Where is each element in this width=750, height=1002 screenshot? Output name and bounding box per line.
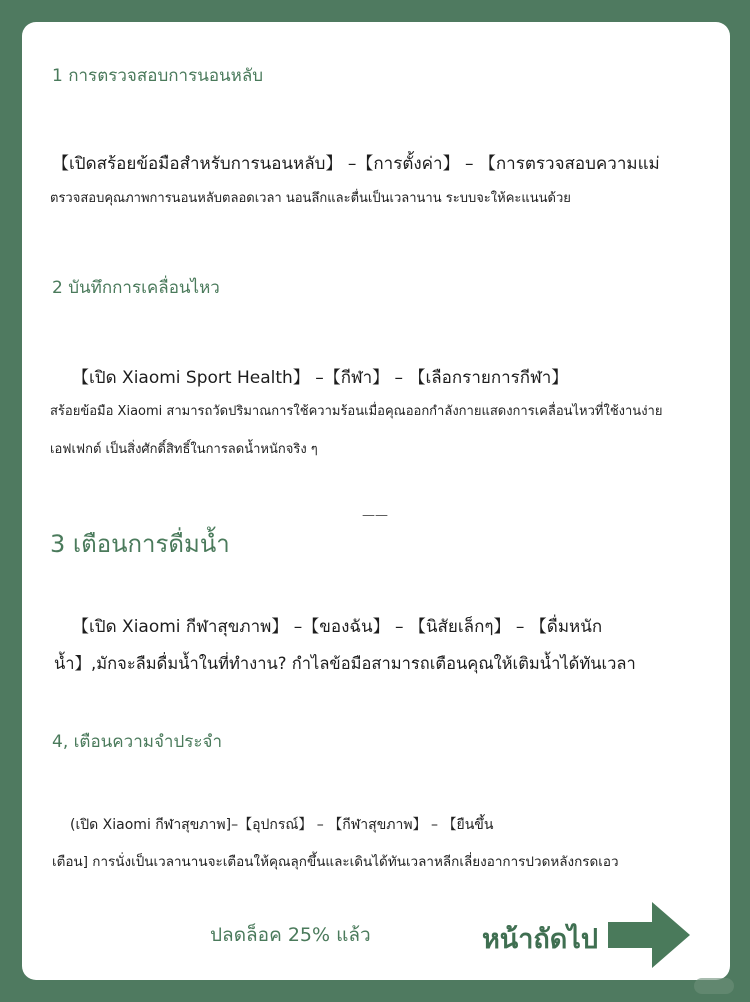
section-1-path: 【เปิดสร้อยข้อมือสำหรับการนอนหลับ】 –【การตั้งค่า】 – 【การตรวจสอบความแม่: [52, 154, 660, 174]
section-1-line-1: ตรวจสอบคุณภาพการนอนหลับตลอดเวลา นอนลึกและตื่นเป็นเวลานาน ระบบจะให้คะแนนด้วย: [50, 191, 571, 206]
section-2-line-1: สร้อยข้อมือ Xiaomi สามารถวัดปริมาณการใช้ความร้อนเมื่อคุณออกกำลังกายแสดงการเคลื่อนไหวที่ใช้งานง่าย: [50, 404, 663, 419]
section-separator: ——: [362, 508, 388, 523]
watermark-badge: [694, 978, 734, 994]
next-arrow-icon[interactable]: [608, 902, 690, 968]
section-3-heading: 3 เตือนการดื่มน้ำ: [50, 530, 230, 558]
section-4-heading: 4, เตือนความจำประจำ: [52, 732, 223, 752]
unlock-progress-text: ปลดล็อค 25% แล้ว: [210, 924, 371, 946]
next-page-button[interactable]: หน้าถัดไป: [482, 924, 599, 955]
section-4-line-1: เตือน] การนั่งเป็นเวลานานจะเตือนให้คุณลุกขึ้นและเดินได้ทันเวลาหลีกเลี่ยงอาการปวดหลังกรดเอว: [52, 854, 619, 870]
section-1-heading: 1 การตรวจสอบการนอนหลับ: [52, 66, 264, 86]
section-2-heading: 2 บันทึกการเคลื่อนไหว: [52, 278, 220, 298]
section-3-line-1: น้ำ】,มักจะลืมดื่มน้ำในที่ทำงาน? กำไลข้อมือสามารถเตือนคุณให้เติมน้ำได้ทันเวลา: [54, 654, 636, 673]
section-4-path: (เปิด Xiaomi กีฬาสุขภาพ]–【อุปกรณ์】 – 【กีฬาสุขภาพ】 – 【ยืนขึ้น: [70, 817, 494, 833]
section-2-path: 【เปิด Xiaomi Sport Health】 –【กีฬา】 – 【เลือกรายการกีฬา】: [72, 368, 569, 388]
section-2-line-2: เอฟเฟกต์ เป็นสิ่งศักดิ์สิทธิ์ในการลดน้ำหนักจริง ๆ: [50, 442, 318, 457]
section-3-path: 【เปิด Xiaomi กีฬาสุขภาพ】 –【ของฉัน】 – 【นิสัยเล็กๆ】 – 【ดื่มหนัก: [72, 617, 603, 637]
content-card: [22, 22, 730, 980]
